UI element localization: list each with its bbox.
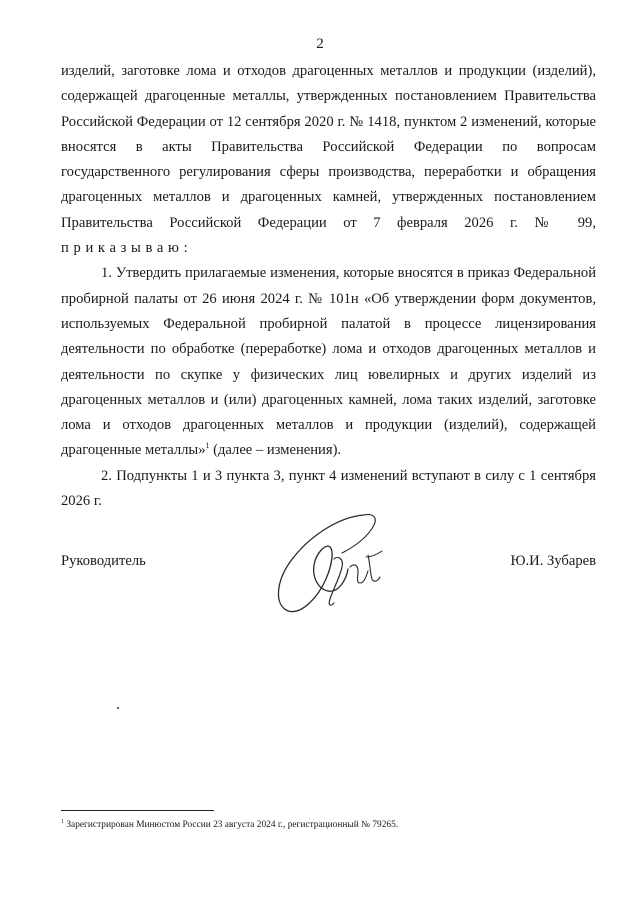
signer-title: Руководитель — [61, 553, 146, 569]
footnote — [61, 819, 596, 831]
item-2-text: 2. Подпункты 1 и 3 пункта 3, пункт 4 изменений вступают в силу с 1 сентября 2026 г. — [61, 467, 596, 510]
signer-name: Ю.И. Зубарев — [510, 553, 596, 569]
footnote-text: Зарегистрирован Минюстом России 23 августа 2024 г., регистрационный № 79265. — [64, 820, 399, 830]
preamble-text: изделий, заготовке лома и отходов драгоценных металлов и продукции (изделий), содержащей драгоценные металлы, утвержденных постановлением Правительства Российской Федерации от 12 сентября 2020 г. № 1418, пунктом 2 изменений, которые вносятся в акты Правительства Российской Федерации по вопросам государственного регулирования сферы производства, переработки и обращения драгоценных металлов и драгоценных камней, утвержденных постановлением Правительства Российской Федерации от 7 февраля 2026 г. № 99, — [61, 63, 596, 231]
stray-mark — [117, 707, 119, 709]
footnote-reference[interactable]: 1 — [205, 441, 210, 451]
order-word: приказываю: — [61, 240, 193, 257]
page-number: 2 — [316, 36, 324, 52]
footnote-divider — [61, 810, 214, 811]
footnote-mark: 1 — [61, 818, 64, 825]
paragraph-preamble — [61, 59, 596, 261]
paragraph-item-1 — [61, 261, 596, 463]
item-1-tail: (далее – изменения). — [209, 442, 342, 459]
document-body — [61, 59, 596, 514]
item-1-text: 1. Утвердить прилагаемые изменения, которые вносятся в приказ Федеральной пробирной палаты от 26 июня 2024 г. № 101н «Об утверждении форм документов, используемых Федеральной пробирной палатой в процессе лицензирования деятельности по обработке (переработке) лома и отходов драгоценных металлов и деятельности по скупке у физических лиц ювелирных и других изделий из драгоценных металлов и (или) драгоценных камней, лома таких изделий, заготовке лома и отходов драгоценных металлов и продукции (изделий), содержащей драгоценные металлы» — [61, 265, 596, 459]
handwritten-signature-icon — [268, 507, 398, 617]
